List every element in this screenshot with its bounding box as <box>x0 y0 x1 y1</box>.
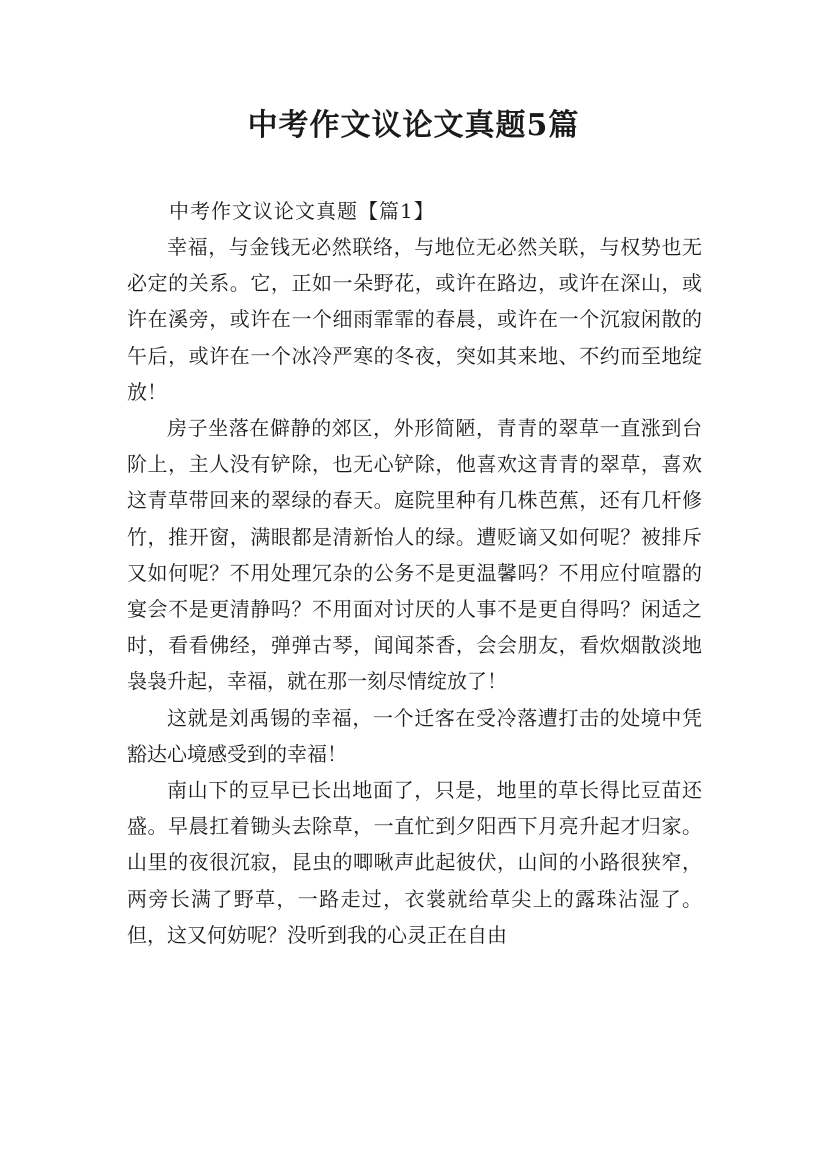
document-body <box>127 193 702 953</box>
paragraph: 南山下的豆早已长出地面了，只是，地里的草长得比豆苗还盛。早晨扛着锄头去除草，一直忙到夕阳西下月亮升起才归家。山里的夜很沉寂，昆虫的唧啾声此起彼伏，山间的小路很狭窄，两旁长满了野草，一路走过，衣裳就给草尖上的露珠沾湿了。但，这又何妨呢？没听到我的心灵正在自由 <box>127 778 702 947</box>
paragraph: 这就是刘禹锡的幸福，一个迁客在受冷落遭打击的处境中凭豁达心境感受到的幸福！ <box>127 705 702 766</box>
section-heading: 中考作文议论文真题【篇1】 <box>169 199 435 223</box>
paragraph: 幸福，与金钱无必然联络，与地位无必然关联，与权势也无必定的关系。它，正如一朵野花，或许在路边，或许在深山，或许在溪旁，或许在一个细雨霏霏的春晨，或许在一个沉寂闲散的午后，或许在一个冰冷严寒的冬夜，突如其来地、不约而至地绽放！ <box>127 235 702 404</box>
paragraph: 房子坐落在僻静的郊区，外形简陋，青青的翠草一直涨到台阶上，主人没有铲除，也无心铲除，他喜欢这青青的翠草，喜欢这青草带回来的翠绿的春天。庭院里种有几株芭蕉，还有几杆修竹，推开窗，满眼都是清新怡人的绿。遭贬谪又如何呢？被排斥又如何呢？不用处理冗杂的公务不是更温馨吗？不用应付喧嚣的宴会不是更清静吗？不用面对讨厌的人事不是更自得吗？闲适之时，看看佛经，弹弹古琴，闻闻茶香，会会朋友，看炊烟散淡地袅袅升起，幸福，就在那一刻尽情绽放了！ <box>127 416 702 694</box>
document-title: 中考作文议论文真题5篇 <box>247 108 580 143</box>
